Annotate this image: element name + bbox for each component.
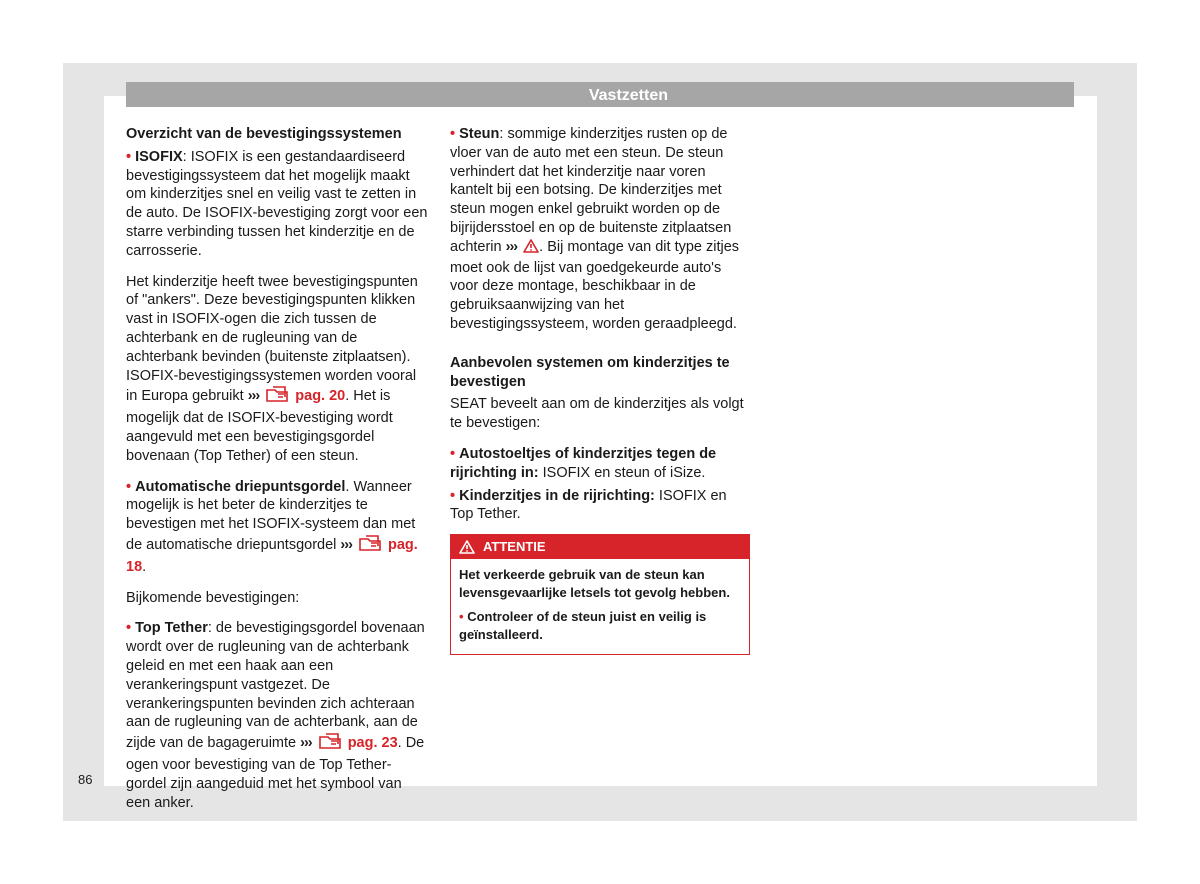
isofix-term: ISOFIX — [135, 148, 183, 165]
attention-bullet-line — [459, 608, 741, 644]
bullet: • — [126, 620, 132, 637]
warning-triangle-icon — [459, 540, 475, 554]
isofix-text: : ISOFIX is een gestandaardiseerd bevestigingssysteem dat het mogelijk maakt om kinderzitjes snel en veilig vast te zetten in de auto. De ISOFIX-bevestiging zorgt voor een starre verbinding tussen het kinderzitje en de carrosserie. — [126, 148, 428, 259]
ref-arrow: ››› — [505, 238, 518, 255]
attention-header — [451, 535, 749, 559]
anchors-text-after: . Het is mogelijk dat de ISOFIX-bevestiging wordt aangevuld met een bevestigingsgordel bovenaan (Top Tether) of een steun. — [126, 388, 393, 464]
recommended-intro: SEAT beveelt aan om de kinderzitjes als volgt te bevestigen: — [450, 396, 744, 432]
auto3p-end: . — [142, 558, 147, 575]
column-right — [450, 125, 752, 655]
forward-text: ISOFIX en Top Tether. — [450, 487, 727, 523]
toptether-text: : de bevestigingsgordel bovenaan wordt over de rugleuning van de achterbank geleid en met een haak aan een verankeringspunt vastgezet. De verankeringspunten bevinden zich achteraan aan de rugleuning van de achterbank, aan de zijde van de bagageruimte — [126, 620, 425, 752]
toptether-term: Top Tether — [135, 620, 208, 637]
steun-paragraph — [450, 125, 752, 334]
forward-term: Kinderzitjes in de rijrichting: — [459, 487, 655, 504]
page-number: 86 — [78, 772, 93, 787]
section-title: Vastzetten — [126, 82, 1074, 107]
attention-label: ATTENTIE — [483, 539, 546, 555]
auto3p-text: . Wanneer mogelijk is het beter de kinderzitjes te bevestigen met het ISOFIX-systeem dan met de automatische driepuntsgordel — [126, 478, 416, 553]
book-reference-icon — [265, 385, 289, 409]
bullet: • — [126, 148, 132, 165]
attention-line: Het verkeerde gebruik van de steun kan levensgevaarlijke letsels tot gevolg hebben. — [459, 567, 730, 601]
bullet: • — [459, 609, 464, 625]
bullet: • — [450, 445, 456, 462]
column-left — [126, 125, 428, 824]
rearward-term: Autostoeltjes of kinderzitjes tegen de rijrichting in: — [450, 445, 717, 481]
extra-fixings-label: Bijkomende bevestigingen: — [126, 589, 300, 606]
toptether-text-after: . De ogen voor bevestiging van de Top Tether-gordel zijn aangeduid met het symbool van een anker. — [126, 735, 425, 811]
ref-arrow: ››› — [247, 388, 260, 405]
bullet: • — [126, 478, 132, 495]
overview-heading: Overzicht van de bevestigingssystemen — [126, 126, 402, 142]
attention-box — [450, 534, 750, 655]
steun-term: Steun — [459, 126, 500, 142]
attention-body — [451, 559, 749, 654]
rearward-text: ISOFIX en steun of iSize. — [538, 464, 706, 481]
page-reference-link[interactable]: pag. 23 — [347, 735, 398, 752]
auto3p-paragraph — [126, 478, 428, 577]
book-reference-icon — [358, 534, 382, 558]
toptether-paragraph — [126, 619, 428, 812]
anchors-paragraph — [126, 273, 428, 466]
rearward-paragraph — [450, 445, 752, 483]
page-reference-link[interactable]: pag. 18 — [126, 536, 418, 575]
warning-triangle-icon[interactable] — [523, 239, 539, 259]
forward-paragraph — [450, 487, 752, 525]
bullet: • — [450, 487, 456, 504]
ref-arrow: ››› — [300, 735, 312, 752]
attention-line-2: Controleer of de steun juist en veilig is geïnstalleerd. — [459, 609, 707, 643]
recommended-heading: Aanbevolen systemen om kinderzitjes te bevestigen — [450, 354, 730, 390]
steun-text-after: . Bij montage van dit type zitjes moet ook de lijst van goedgekeurde auto's voor deze montage, beschikbaar in de gebruiksaanwijzing van het bevestigingssysteem, worden geraadpleegd. — [450, 238, 740, 332]
anchors-text: Het kinderzitje heeft twee bevestigingspunten of "ankers". Deze bevestigingspunten klikken vast in ISOFIX-ogen die zich tussen de achterbank en de rugleuning van de achterbank bevinden (buitenste zitplaatsen). ISOFIX-bevestigingssystemen worden vooral in Europa gebruikt — [126, 273, 418, 405]
book-reference-icon — [318, 732, 342, 756]
bullet: • — [450, 126, 456, 142]
steun-text: : sommige kinderzitjes rusten op de vloer van de auto met een steun. De steun verhindert dat het kinderzitje naar voren kantelt bij een botsing. De kinderzitjes met steun mogen enkel gebruikt worden op de bijrijdersstoel en op de buitenste zitplaatsen achterin — [450, 126, 732, 255]
auto3p-term: Automatische driepuntsgordel — [135, 478, 346, 495]
ref-arrow: ››› — [340, 536, 352, 553]
page-reference-link[interactable]: pag. 20 — [295, 388, 346, 405]
isofix-paragraph — [126, 148, 428, 261]
